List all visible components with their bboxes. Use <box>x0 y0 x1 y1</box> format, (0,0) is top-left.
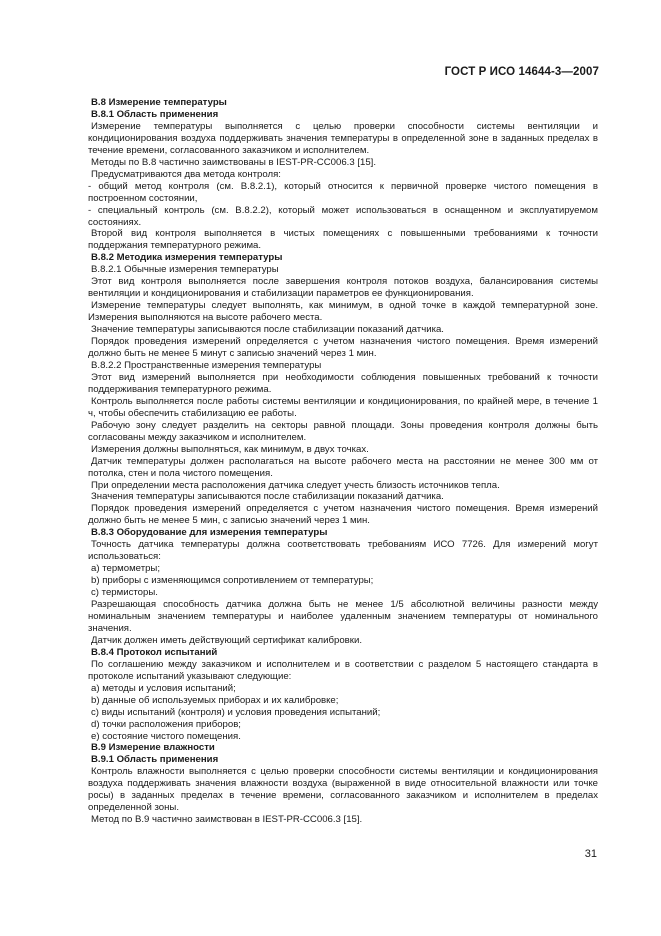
subsection-heading: В.8.3 Оборудование для измерения температуры <box>91 527 328 539</box>
list-item: e) состояние чистого помещения. <box>91 730 241 742</box>
paragraph: Методы по В.8 частично заимствованы в IEST-PR-CC006.3 [15]. <box>91 156 376 168</box>
section-heading: В.8 Измерение температуры <box>91 97 227 108</box>
paragraph: Значение температуры записываются после стабилизации показаний датчика. <box>91 324 444 336</box>
document-body <box>88 97 598 826</box>
paragraph: Контроль влажности выполняется с целью проверки способности системы вентиляции и кондиционирования воздуха поддерживать значения влажности воздуха (выраженной в виде относительной влажности или точке росы) в заданных пределах в течение времени, согласованного заказчиком и исполнителем в пределах определенной зоны. <box>88 766 598 814</box>
paragraph: По соглашению между заказчиком и исполнителем и в соответствии с разделом 5 настоящего стандарта в протоколе испытаний указывают следующие: <box>88 658 598 682</box>
paragraph: При определении места расположения датчика следует учесть близость источников тепла. <box>91 479 500 491</box>
paragraph: Порядок проведения измерений определяется с учетом назначения чистого помещения. Время измерений должно быть не менее 5 мин, с записью значений через 1 мин. <box>88 503 598 527</box>
list-item: a) методы и условия испытаний; <box>91 682 236 694</box>
paragraph: Контроль выполняется после работы системы вентиляции и кондиционирования, по крайней мере, в течение 1 ч, чтобы обеспечить стабилизацию ее работы. <box>88 395 598 419</box>
paragraph: Метод по В.9 частично заимствован в IEST-PR-CC006.3 [15]. <box>91 814 363 826</box>
list-item: c) термисторы. <box>91 587 158 599</box>
paragraph: Разрешающая способность датчика должна быть не менее 1/5 абсолютной величины разности между номинальным значением температуры и наиболее удаленным значением температуры от номинального значения. <box>88 599 598 634</box>
paragraph: Значения температуры записываются после стабилизации показаний датчика. <box>91 491 444 503</box>
paragraph: Второй вид контроля выполняется в чистых помещениях с повышенными требованиями к точности поддержания температурного режима. <box>88 228 598 252</box>
paragraph: Датчик должен иметь действующий сертификат калибровки. <box>91 634 362 646</box>
subsection-heading: В.8.4 Протокол испытаний <box>91 646 218 658</box>
section-heading: В.9 Измерение влажности <box>91 742 215 754</box>
paragraph: Датчик температуры должен располагаться на высоте рабочего места на расстоянии не менее 300 мм от потолка, стен и пола чистого помещения. <box>88 455 598 479</box>
paragraph: Точность датчика температуры должна соответствовать требованиям ИСО 7726. Для измерений могут использоваться: <box>88 539 598 563</box>
paragraph: Измерения должны выполняться, как минимум, в двух точках. <box>91 443 369 455</box>
paragraph: Этот вид контроля выполняется после завершения контроля потоков воздуха, балансирования системы вентиляции и кондиционирования и стабилизации параметров ее функционирования. <box>88 276 598 300</box>
paragraph: Измерение температуры выполняется с целью проверки способности системы вентиляции и кондиционирования воздуха поддерживать значения температуры в определенной зоне в заданных пределах в течение времени, согласованного заказчиком и исполнителем. <box>88 120 598 156</box>
subsubsection-heading: В.8.2.1 Обычные измерения температуры <box>91 264 279 276</box>
list-item: a) термометры; <box>91 563 160 575</box>
document-header: ГОСТ Р ИСО 14644-3—2007 <box>444 66 599 78</box>
list-item: c) виды испытаний (контроля) и условия проведения испытаний; <box>91 706 381 718</box>
subsection-heading: В.8.2 Методика измерения температуры <box>91 252 283 264</box>
subsubsection-heading: В.8.2.2 Пространственные измерения температуры <box>91 359 322 371</box>
paragraph: Предусматриваются два метода контроля: <box>91 168 281 180</box>
list-item: b) данные об используемых приборах и их калибровке; <box>91 694 339 706</box>
list-item: - специальный контроль (см. В.8.2.2), который может использоваться в оснащенном и эксплуатируемом состояниях. <box>88 204 598 228</box>
subsection-heading: В.9.1 Область применения <box>91 754 219 766</box>
list-item: d) точки расположения приборов; <box>91 718 241 730</box>
paragraph: Этот вид измерений выполняется при необходимости соблюдения повышенных требований к точности поддерживания температурного режима. <box>88 371 598 395</box>
list-item: b) приборы с изменяющимся сопротивлением от температуры; <box>91 575 374 587</box>
subsection-heading: В.8.1 Область применения <box>91 108 219 120</box>
paragraph: Рабочую зону следует разделить на секторы равной площади. Зоны проведения контроля должны быть согласованы между заказчиком и исполнителем. <box>88 419 598 443</box>
list-item: - общий метод контроля (см. В.8.2.1), который относится к первичной проверке чистого помещения в построенном состоянии, <box>88 180 598 204</box>
paragraph: Измерение температуры следует выполнять, как минимум, в одной точке в каждой температурной зоне. Измерения выполняются на высоте рабочего места. <box>88 300 598 324</box>
page-number: 31 <box>584 848 597 860</box>
paragraph: Порядок проведения измерений определяется с учетом назначения чистого помещения. Время измерений должно быть не менее 5 минут с записью значений через 1 мин. <box>88 336 598 360</box>
